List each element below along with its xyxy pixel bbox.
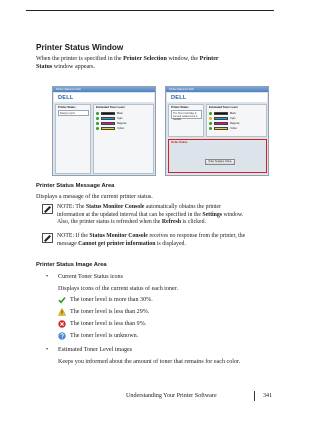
- warning-icon: [58, 308, 66, 316]
- toner-bar: [214, 112, 228, 115]
- subsection-heading-message-area: Printer Status Message Area: [36, 183, 115, 189]
- note-icon: [42, 233, 53, 243]
- toner-label: Estimated Toner Level: [209, 106, 238, 109]
- check-icon: [96, 117, 99, 120]
- check-icon: [209, 122, 212, 125]
- check-icon: [58, 296, 66, 304]
- intro-text: When the printer is specified in the: [36, 56, 124, 62]
- toner-bar: [214, 127, 228, 130]
- toner-name: Yellow: [117, 126, 124, 130]
- icon-legend-text: The toner level is more than 30%.: [70, 297, 153, 303]
- check-icon: [96, 122, 99, 125]
- toner-name: Cyan: [230, 116, 236, 120]
- subsection-heading-image-area: Printer Status Image Area: [36, 262, 107, 268]
- note-text-segment: message: [57, 240, 79, 247]
- note-bold-status-monitor: Status Monitor Console: [89, 233, 148, 239]
- note-text: [57, 233, 268, 248]
- warning-icon: [209, 117, 212, 120]
- note-bold-status-monitor: Status Monitor Console: [85, 204, 145, 210]
- window-titlebar: Printer Status for Dell: [166, 87, 268, 92]
- page-number: 341: [263, 393, 273, 399]
- status-label: Printer Status: [171, 106, 189, 109]
- toner-bar: [214, 122, 228, 125]
- toner-label: Estimated Toner Level: [96, 106, 125, 109]
- check-icon: [209, 127, 212, 130]
- note-text: [57, 204, 268, 227]
- intro-text: window appears.: [52, 64, 96, 71]
- bullet-dot: •: [46, 274, 49, 280]
- footer-title: Understanding Your Printer Software: [126, 393, 217, 399]
- note-text-segment: Also, the printer status is refreshed when the: [57, 219, 162, 226]
- printer-status-window-low-toner: [165, 86, 269, 176]
- toner-name: Cyan: [117, 116, 123, 120]
- note-text-segment: receives no response from the printer, the: [147, 233, 246, 239]
- toner-bar: [101, 112, 115, 115]
- toner-panel: [93, 104, 154, 174]
- bullet-toner-status-icons: Current Toner Status icons: [58, 274, 123, 280]
- window-banner: [167, 93, 267, 102]
- toner-name: Black: [117, 111, 123, 115]
- note-text-segment: is displayed.: [155, 240, 186, 247]
- note-icon: [42, 204, 53, 214]
- note-text-segment: is clicked.: [181, 219, 206, 226]
- icon-legend-text: The toner level is unknown.: [70, 333, 139, 339]
- check-icon: [96, 127, 99, 130]
- toner-bar: [101, 117, 115, 120]
- note-bold-refresh: Refresh: [161, 219, 182, 226]
- dell-logo: DELL: [171, 94, 187, 101]
- window-banner: [54, 93, 154, 102]
- note-bold-cannot-get-info: Cannot get printer information: [78, 240, 156, 247]
- error-icon: [58, 320, 66, 328]
- note-bold-settings: Settings: [202, 211, 223, 218]
- intro-text: window, the: [166, 56, 200, 62]
- check-icon: [96, 112, 99, 115]
- note-refresh: [42, 204, 268, 228]
- footer-separator: [254, 391, 255, 401]
- intro-bold-printer: Printer: [199, 56, 219, 62]
- status-panel: [55, 104, 91, 174]
- toner-name: Magenta: [230, 121, 240, 125]
- toner-name: Yellow: [230, 126, 237, 130]
- message-area-description: Displays a message of the current printer status.: [36, 194, 153, 200]
- bullet-toner-level-images: Estimated Toner Level images: [58, 347, 133, 353]
- icon-legend-text: The toner level is less than 29%.: [70, 309, 150, 315]
- toner-status-description: Displays icons of the current status of each toner.: [58, 286, 178, 292]
- order-label: Order Online: [171, 141, 188, 144]
- toner-bar: [214, 117, 228, 120]
- status-message-area: The Toner Cartridge is low and replacement is needed.: [171, 110, 202, 119]
- note-text-segment: automatically obtains the printer: [144, 204, 222, 210]
- section-heading: Printer Status Window: [36, 43, 124, 52]
- intro-bold-printer-selection: Printer Selection: [123, 56, 167, 62]
- toner-bar: [101, 127, 115, 130]
- toner-panel: [206, 104, 267, 137]
- toner-name: Black: [230, 111, 236, 115]
- note-text-segment: window.: [222, 211, 244, 218]
- note-no-response: [42, 233, 268, 249]
- check-icon: [209, 112, 212, 115]
- intro-paragraph: [36, 55, 276, 71]
- status-message-area: Ready to print: [58, 110, 89, 116]
- unknown-icon: [58, 332, 66, 340]
- status-panel: [168, 104, 204, 137]
- window-titlebar: Printer Status for Dell: [53, 87, 155, 92]
- toner-name: Magenta: [117, 121, 127, 125]
- note-text-segment: NOTE: If the: [57, 233, 90, 239]
- toner-level-description: Keeps you informed about the amount of toner that remains for each color.: [58, 359, 241, 365]
- order-online-area: [168, 139, 267, 173]
- order-supplies-button[interactable]: Order Supplies Online: [205, 159, 235, 165]
- toner-bar: [101, 122, 115, 125]
- icon-legend-text: The toner level is less than 9%.: [70, 321, 147, 327]
- note-text-segment: NOTE: The: [57, 204, 86, 210]
- intro-bold-status: Status: [36, 64, 53, 71]
- status-label: Printer Status: [58, 106, 76, 109]
- top-rule: [26, 10, 274, 11]
- bullet-dot: •: [46, 347, 49, 353]
- printer-status-window-normal: [52, 86, 156, 176]
- dell-logo: DELL: [58, 94, 74, 101]
- note-text-segment: information at the updated interval that can be specified in the: [57, 211, 203, 218]
